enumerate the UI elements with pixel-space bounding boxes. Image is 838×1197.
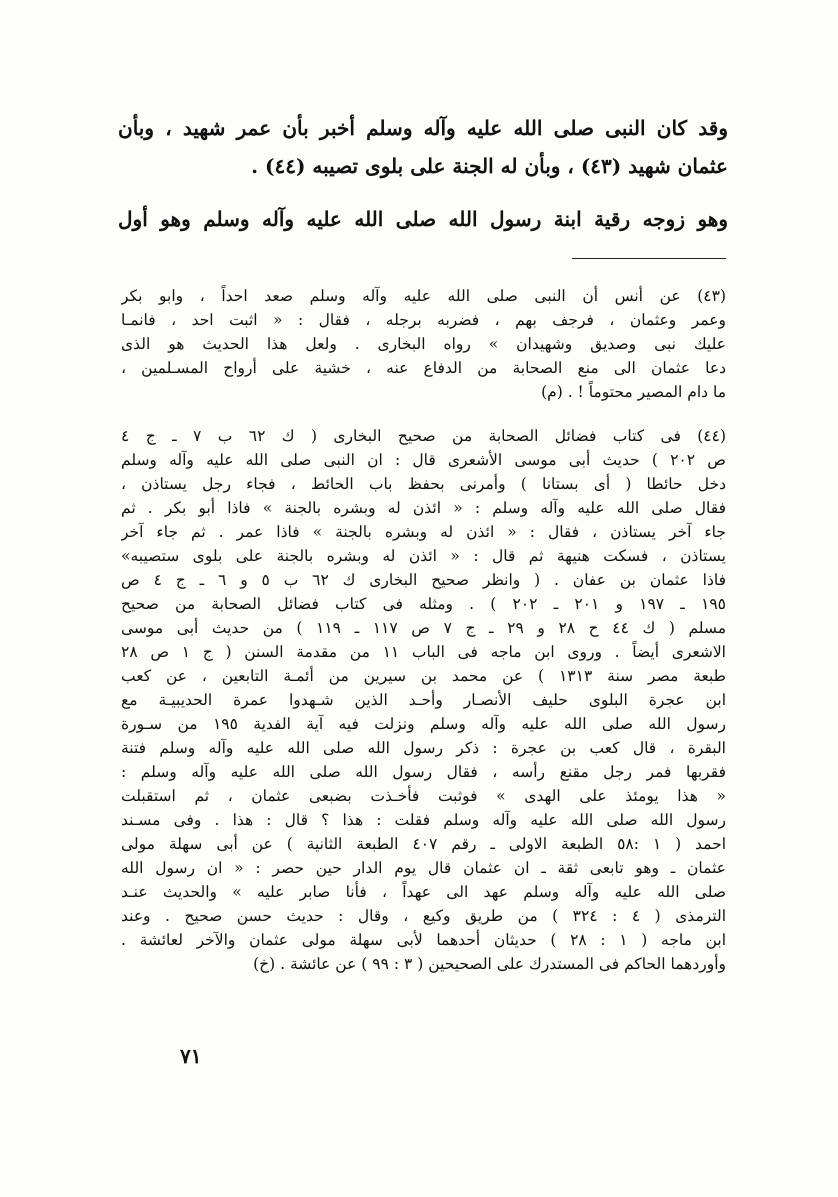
footnote-44-line: يستاذن ، فسكت هنيهة ثم قال : « ائذن له وبشره بالجنة على بلوى ستصيبه» xyxy=(121,547,726,565)
footnote-44-line: ابن عجرة البلوى حليف الأنصـار وأحـد الذين شـهدوا عمرة الحديبيـة مع xyxy=(121,691,726,709)
footnote-44-line: ١٩٥ ـ ١٩٧ و ٢٠١ ـ ٢٠٢ ) . ومثله فى كتاب فضائل الصحابة من صحيح xyxy=(121,595,726,613)
footnote-44-line: فقال صلى الله عليه وآله وسلم : « ائذن له وبشره بالجنة » فاذا أبو بكر . ثم xyxy=(121,499,726,517)
footnote-44-line: ص ٢٠٢ ) حديث أبى موسى الأشعرى قال : ان النبى صلى الله عليه وآله وسلم xyxy=(121,451,726,469)
main-text-line: وقد كان النبى صلى الله عليه وآله وسلم أخبر بأن عمر شهيد ، وبأن xyxy=(118,116,728,140)
footnote-44-line: مسلم ( ك ٤٤ ح ٢٨ و ٢٩ ـ ج ٧ ص ١١٧ ـ ١١٩ ) من حديث أبى موسى xyxy=(121,619,726,637)
footnote-44-line: الترمذى ( ٤ : ٣٢٤ ) من طريق وكيع ، وقال : حديث حسن صحيح . وعند xyxy=(121,907,726,925)
footnote-43-line: عليك نبى وصديق وشهيدان » رواه البخارى . ولعل هذا الحديث هو الذى xyxy=(121,335,726,353)
main-text-line: عثمان شهيد (٤٣) ، وبأن له الجنة على بلوى تصيبه (٤٤) . xyxy=(251,154,728,178)
footnote-44-line: فاذا عثمان بن عفان . ( وانظر صحيح البخارى ك ٦٢ ب ٥ و ٦ ـ ج ٤ ص xyxy=(121,571,726,589)
footnote-44-line: احمد ( ١ :٥٨ الطبعة الاولى ـ رقم ٤٠٧ الطبعة الثانية ) عن أبى سهلة مولى xyxy=(121,835,726,853)
footnote-44-line: رسول الله صلى الله عليه وآله وسلم ونزلت فيه آية الفدية ١٩٥ من سـورة xyxy=(121,715,726,733)
main-text-line: وهو زوجه رقية ابنة رسول الله صلى الله عليه وآله وسلم وهو أول xyxy=(118,207,728,231)
footnote-44-line: « هذا يومئذ على الهدى » فوثبت فأخـذت بضبعى عثمان ، ثم استقبلت xyxy=(121,787,726,805)
footnote-44-line: رسول الله صلى الله عليه وآله وسلم فقلت : هذا ؟ قال : هذا . وفى مسـند xyxy=(121,811,726,829)
footnote-44-line: عثمان ـ وهو تابعى ثقة ـ ان عثمان قال يوم الدار حين حصر : « ان رسول الله xyxy=(121,859,726,877)
footnote-44-line: (٤٤) فى كتاب فضائل الصحابة من صحيح البخارى ( ك ٦٢ ب ٧ ـ ج ٤ xyxy=(121,427,726,445)
footnote-44-line: ابن ماجه ( ١ : ٢٨ ) حديثان أحدهما لأبى سهلة مولى عثمان والآخر لعائشة . xyxy=(121,931,726,949)
footnote-44-line: فقربها فمر رجل مقنع رأسه ، فقال رسول الله صلى الله عليه وآله وسلم : xyxy=(121,763,726,781)
footnote-44-line: وأوردهما الحاكم فى المستدرك على الصحيحين ( ٣ : ٩٩ ) عن عائشة . (خ) xyxy=(253,955,726,973)
footnote-43-line: دعا عثمان الى منع الصحابة من الدفاع عنه ، خشية على أرواح المسـلمين ، xyxy=(121,359,726,377)
footnote-43-line: ما دام المصير محتوماً ! . (م) xyxy=(541,383,726,401)
footnote-44-line: الاشعرى أيضاً . وروى ابن ماجه فى الباب ١١ من مقدمة السنن ( ج ١ ص ٢٨ xyxy=(121,643,726,661)
footnote-44-line: صلى الله عليه وآله وسلم عهد الى عهداً ، فأنا صابر عليه » والحديث عنـد xyxy=(121,883,726,901)
footnote-43-line: وعمر وعثمان ، فرجف بهم ، فضربه برجله ، فقال : « اثبت احد ، فانمـا xyxy=(121,311,726,329)
footnote-44-line: جاء آخر يستاذن ، فقال : « ائذن له وبشره بالجنة » فاذا عمر . ثم جاء آخر xyxy=(121,523,726,541)
footnote-44-line: البقرة ، قال كعب بن عجرة : ذكر رسول الله صلى الله عليه وآله وسلم فتنة xyxy=(121,739,726,757)
footnote-divider xyxy=(572,258,726,259)
page-number: ٧١ xyxy=(180,1044,202,1068)
footnote-44-line: طبعة مصر سنة ١٣١٣ ) عن محمد بن سيرين من أئمـة التابعين ، عن كعب xyxy=(121,667,726,685)
footnote-44-line: دخل حائطا ( أى بستانا ) وأمرنى بحفظ باب الحائط ، فجاء رجل يستاذن ، xyxy=(121,475,726,493)
footnote-43-line: (٤٣) عن أنس أن النبى صلى الله عليه وآله وسلم صعد احداً ، وابو بكر xyxy=(121,287,726,305)
